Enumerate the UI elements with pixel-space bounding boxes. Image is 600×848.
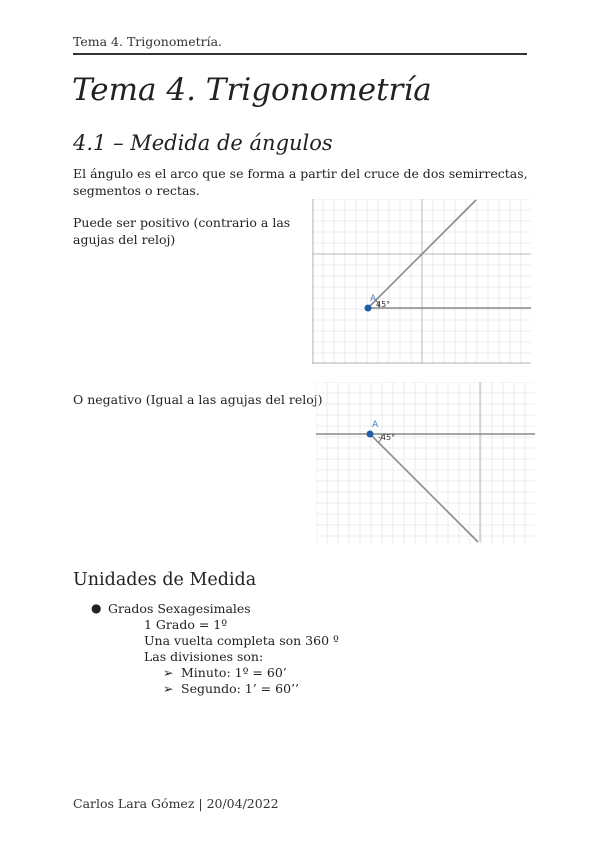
ray-diagonal — [370, 434, 478, 542]
intro-paragraph: El ángulo es el arco que se forma a partir del cruce de dos semirrectas, segmentos o rectas. — [73, 166, 528, 198]
arrow-bullet-icon: ➢ — [163, 681, 174, 696]
list-line-grado: 1 Grado = 1º — [144, 617, 228, 632]
point-label: A — [372, 420, 379, 430]
point-a — [365, 305, 372, 312]
running-header: Tema 4. Trigonometría. — [73, 34, 223, 49]
negative-angle-figure — [316, 382, 535, 544]
positive-angle-figure — [312, 199, 531, 364]
grid-lines — [316, 382, 535, 544]
sublist-item-segundo: Segundo: 1’ = 60’’ — [181, 681, 299, 696]
footer-author-date: Carlos Lara Gómez | 20/04/2022 — [73, 796, 279, 811]
list-line-vuelta: Una vuelta completa son 360 º — [144, 633, 339, 648]
bullet-icon: ● — [91, 601, 102, 615]
point-label: A — [370, 294, 377, 304]
units-heading: Unidades de Medida — [73, 570, 257, 590]
list-item-sexagesimal: Grados Sexagesimales — [108, 601, 251, 616]
section-title: 4.1 – Medida de ángulos — [73, 131, 333, 155]
angle-label: -45° — [378, 433, 396, 442]
list-line-divisiones: Las divisiones son: — [144, 649, 264, 664]
header-divider — [73, 53, 527, 55]
negative-angle-text: O negativo (Igual a las agujas del reloj) — [73, 392, 323, 407]
angle-label: 45° — [376, 300, 391, 309]
point-a — [367, 431, 374, 438]
positive-angle-text: Puede ser positivo (contrario a las agujas del reloj) — [73, 215, 291, 247]
sublist-item-minuto: Minuto: 1º = 60’ — [181, 665, 287, 680]
arrow-bullet-icon: ➢ — [163, 665, 174, 680]
document-title: Tema 4. Trigonometría — [72, 72, 432, 108]
